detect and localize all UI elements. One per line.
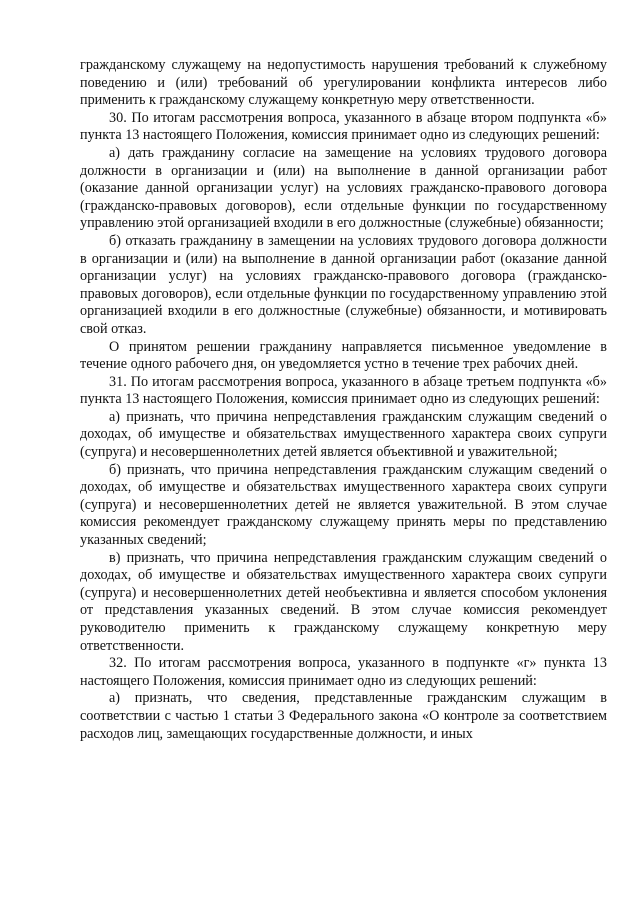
paragraph-item-30: 30. По итогам рассмотрения вопроса, указанного в абзаце втором подпункта «б» пункта 13 настоящего Положения, комиссия принимает одно из следующих решений: (80, 109, 607, 144)
paragraph-continuation: гражданскому служащему на недопустимость нарушения требований к служебному поведению и (или) требований об урегулировании конфликта интересов либо применить к гражданскому служащему конкретную меру ответственности. (80, 57, 607, 109)
document-page (80, 57, 607, 743)
paragraph-item-30-a: а) дать гражданину согласие на замещение на условиях трудового договора должности в организации и (или) на выполнение в данной организации работ (оказание данной организации услуг) на условиях гражданско-правового договора (гражданско-правовых договоров), если отдельные функции по государственному управлению этой организацией входили в его должностные (служебные) обязанности; (80, 144, 607, 232)
paragraph-item-31-a: а) признать, что причина непредставления гражданским служащим сведений о доходах, об имуществе и обязательствах имущественного характера своих супруги (супруга) и несовершеннолетних детей является объективной и уважительной; (80, 408, 607, 461)
paragraph-notification: О принятом решении гражданину направляется письменное уведомление в течение одного рабочего дня, он уведомляется устно в течение трех рабочих дней. (80, 338, 607, 373)
paragraph-item-32: 32. По итогам рассмотрения вопроса, указанного в подпункте «г» пункта 13 настоящего Положения, комиссия принимает одно из следующих решений: (80, 655, 607, 689)
paragraph-item-30-b: б) отказать гражданину в замещении на условиях трудового договора должности в организации и (или) на выполнение в данной организации работ (оказание данной организации услуг) на условиях гражданско-правового договора (гражданско-правовых договоров), если отдельные функции по государственному управлению этой организацией входили в его должностные (служебные) обязанности, и мотивировать свой отказ. (80, 232, 607, 337)
paragraph-item-31-b: б) признать, что причина непредставления гражданским служащим сведений о доходах, об имуществе и обязательствах имущественного характера своих супруги (супруга) и несовершеннолетних детей не является уважительной. В этом случае комиссия рекомендует гражданскому служащему принять меры по представлению указанных сведений; (80, 461, 607, 549)
paragraph-item-32-a: а) признать, что сведения, представленные гражданским служащим в соответствии с частью 1 статьи 3 Федерального закона «О контроле за соответствием расходов лиц, замещающих государственные должности, и иных (80, 690, 607, 742)
paragraph-item-31-v: в) признать, что причина непредставления гражданским служащим сведений о доходах, об имуществе и обязательствах имущественного характера своих супруги (супруга) и несовершеннолетних детей необъективна и является способом уклонения от представления указанных сведений. В этом случае комиссия рекомендует руководителю применить к гражданскому служащему конкретную меру ответственности. (80, 549, 607, 654)
paragraph-item-31: 31. По итогам рассмотрения вопроса, указанного в абзаце третьем подпункта «б» пункта 13 настоящего Положения, комиссия принимает одно из следующих решений: (80, 373, 607, 408)
